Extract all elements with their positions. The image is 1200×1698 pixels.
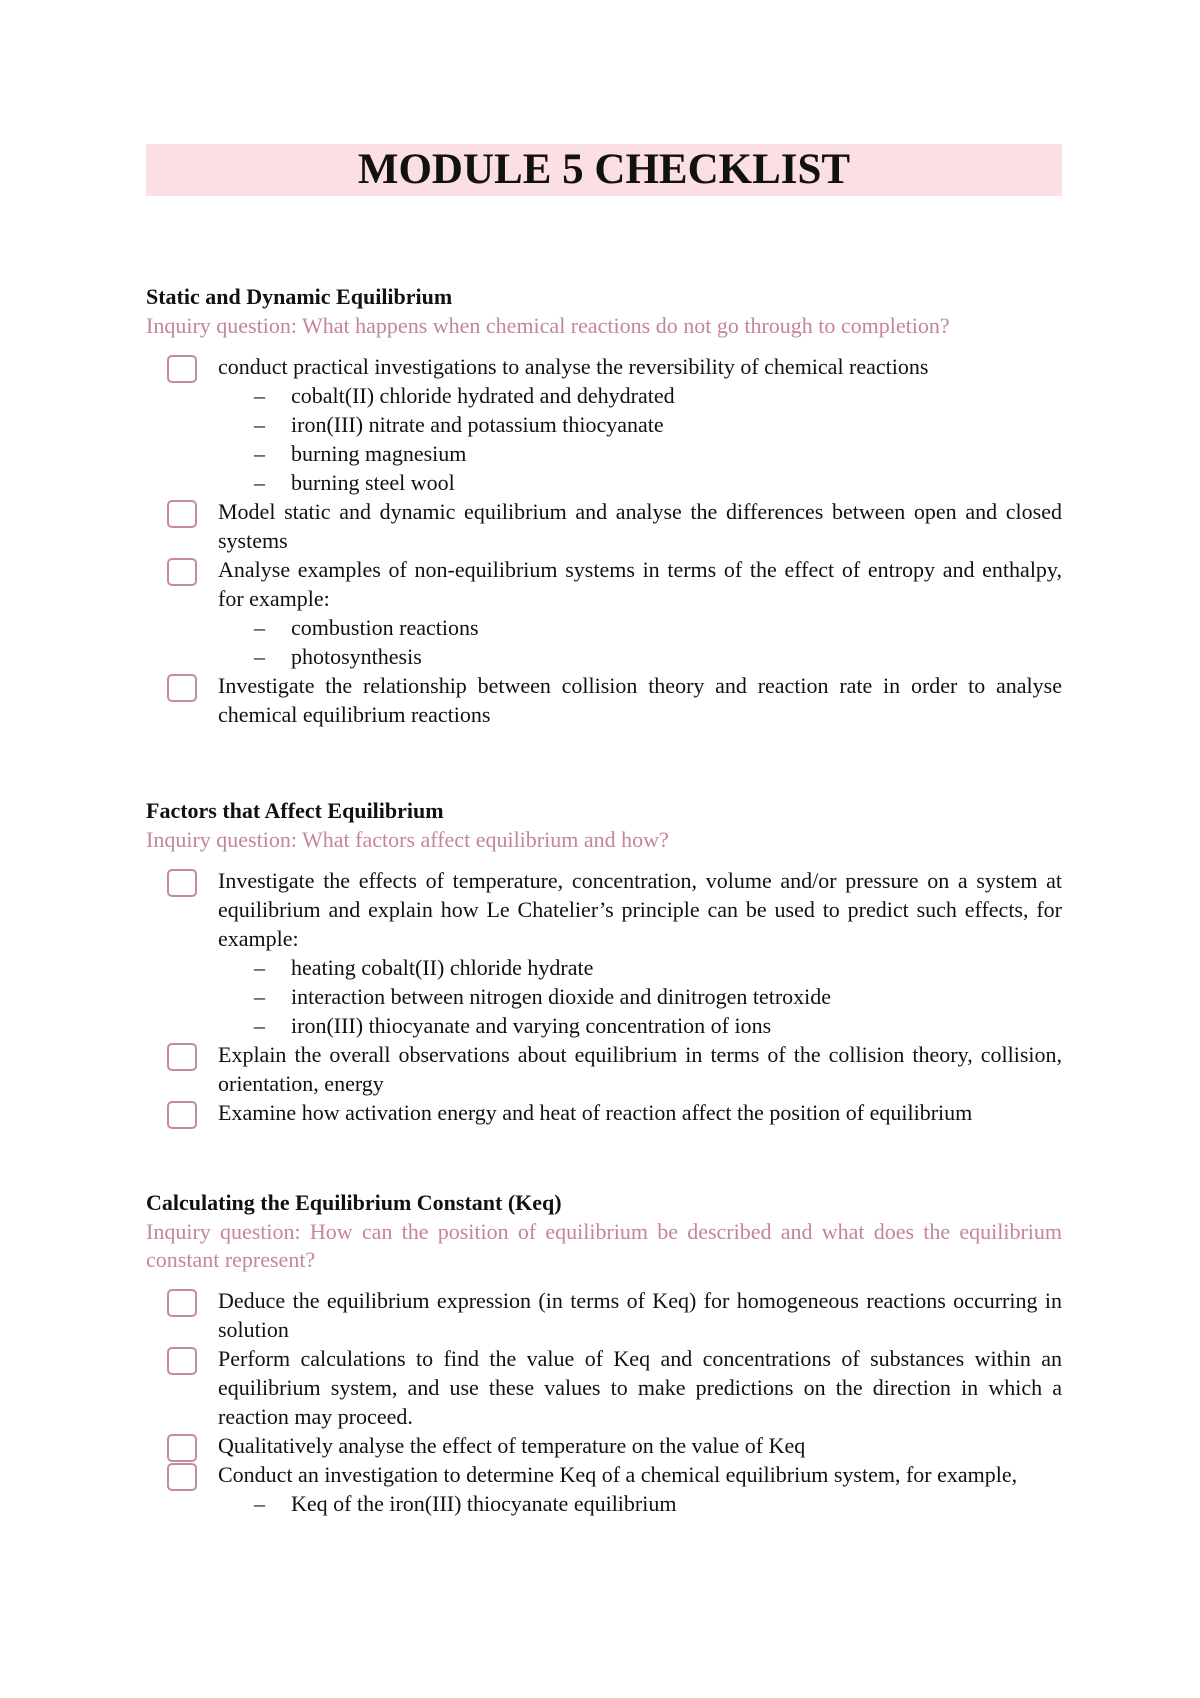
- item-text: conduct practical investigations to analyse the reversibility of chemical reactions: [218, 354, 929, 379]
- sub-list: [218, 381, 1062, 497]
- dash-bullet: –: [254, 383, 265, 408]
- dash-bullet: –: [254, 984, 265, 1009]
- sub-item-text: burning magnesium: [291, 441, 467, 466]
- checkbox[interactable]: [167, 558, 197, 586]
- sub-item-text: iron(III) thiocyanate and varying concentration of ions: [291, 1013, 772, 1038]
- checklist-item: [146, 352, 1062, 497]
- item-text: Investigate the effects of temperature, concentration, volume and/or pressure on a system at equilibrium and explain how Le Chatelier’s principle can be used to predict such effects, for example:: [218, 868, 1062, 951]
- item-text: Perform calculations to find the value of Keq and concentrations of substances within an equilibrium system, and use these values to make predictions on the direction in which a reaction may proceed.: [218, 1346, 1062, 1429]
- sub-item: [218, 953, 1062, 982]
- inquiry-question: Inquiry question: How can the position of equilibrium be described and what does the equilibrium constant represent?: [146, 1219, 1062, 1272]
- checkbox[interactable]: [167, 1434, 197, 1462]
- item-text: Deduce the equilibrium expression (in terms of Keq) for homogeneous reactions occurring in solution: [218, 1288, 1062, 1342]
- inquiry-question: Inquiry question: What happens when chemical reactions do not go through to completion?: [146, 313, 950, 338]
- checklist-item: [146, 1286, 1062, 1344]
- dash-bullet: –: [254, 615, 265, 640]
- sub-item-text: Keq of the iron(III) thiocyanate equilibrium: [291, 1491, 677, 1516]
- sub-item-text: burning steel wool: [291, 470, 455, 495]
- section-heading: Factors that Affect Equilibrium: [146, 798, 444, 823]
- checklist-item: [146, 497, 1062, 555]
- checklist-item: [146, 1460, 1062, 1518]
- checkbox[interactable]: [167, 869, 197, 897]
- sub-list: [218, 613, 1062, 671]
- inquiry-question: Inquiry question: What factors affect equilibrium and how?: [146, 827, 669, 852]
- section-factors-affect-equilibrium: [146, 796, 1062, 1127]
- checklist-item: [146, 1098, 1062, 1127]
- sub-item-text: iron(III) nitrate and potassium thiocyanate: [291, 412, 664, 437]
- section-heading: Static and Dynamic Equilibrium: [146, 284, 453, 309]
- section-static-dynamic-equilibrium: [146, 282, 1062, 729]
- dash-bullet: –: [254, 955, 265, 980]
- dash-bullet: –: [254, 644, 265, 669]
- item-text: Examine how activation energy and heat of reaction affect the position of equilibrium: [218, 1100, 973, 1125]
- item-text: Analyse examples of non-equilibrium systems in terms of the effect of entropy and enthalpy, for example:: [218, 557, 1062, 611]
- checklist-item: [146, 1040, 1062, 1098]
- page-title: MODULE 5 CHECKLIST: [146, 144, 1062, 196]
- sub-item: [218, 468, 1062, 497]
- dash-bullet: –: [254, 1013, 265, 1038]
- checkbox[interactable]: [167, 1289, 197, 1317]
- checkbox[interactable]: [167, 355, 197, 383]
- item-text: Investigate the relationship between collision theory and reaction rate in order to analyse chemical equilibrium reactions: [218, 673, 1062, 727]
- dash-bullet: –: [254, 441, 265, 466]
- checklist-item: [146, 1431, 1062, 1460]
- checkbox[interactable]: [167, 1463, 197, 1491]
- dash-bullet: –: [254, 1491, 265, 1516]
- sub-item-text: combustion reactions: [291, 615, 479, 640]
- checklist-item: [146, 866, 1062, 1040]
- checkbox[interactable]: [167, 1043, 197, 1071]
- sub-item: [218, 439, 1062, 468]
- sub-item: [218, 1489, 1062, 1518]
- sub-item-text: photosynthesis: [291, 644, 422, 669]
- sub-list: [218, 953, 1062, 1040]
- item-text: Explain the overall observations about equilibrium in terms of the collision theory, collision, orientation, energy: [218, 1042, 1062, 1096]
- sub-item: [218, 982, 1062, 1011]
- sub-item-text: cobalt(II) chloride hydrated and dehydrated: [291, 383, 675, 408]
- checkbox[interactable]: [167, 500, 197, 528]
- sub-item: [218, 642, 1062, 671]
- sub-item: [218, 613, 1062, 642]
- item-text: Qualitatively analyse the effect of temperature on the value of Keq: [218, 1433, 806, 1458]
- sub-item: [218, 1011, 1062, 1040]
- item-text: Model static and dynamic equilibrium and analyse the differences between open and closed systems: [218, 499, 1062, 553]
- checkbox[interactable]: [167, 1347, 197, 1375]
- sub-item-text: heating cobalt(II) chloride hydrate: [291, 955, 594, 980]
- checkbox[interactable]: [167, 1101, 197, 1129]
- sub-list: [218, 1489, 1062, 1518]
- dash-bullet: –: [254, 470, 265, 495]
- checklist-item: [146, 555, 1062, 671]
- section-equilibrium-constant: [146, 1188, 1062, 1518]
- checklist-item: [146, 1344, 1062, 1431]
- dash-bullet: –: [254, 412, 265, 437]
- item-text: Conduct an investigation to determine Keq of a chemical equilibrium system, for example,: [218, 1462, 1018, 1487]
- checklist-item: [146, 671, 1062, 729]
- checkbox[interactable]: [167, 674, 197, 702]
- sub-item: [218, 410, 1062, 439]
- sub-item-text: interaction between nitrogen dioxide and dinitrogen tetroxide: [291, 984, 832, 1009]
- section-heading: Calculating the Equilibrium Constant (Keq): [146, 1190, 562, 1215]
- sub-item: [218, 381, 1062, 410]
